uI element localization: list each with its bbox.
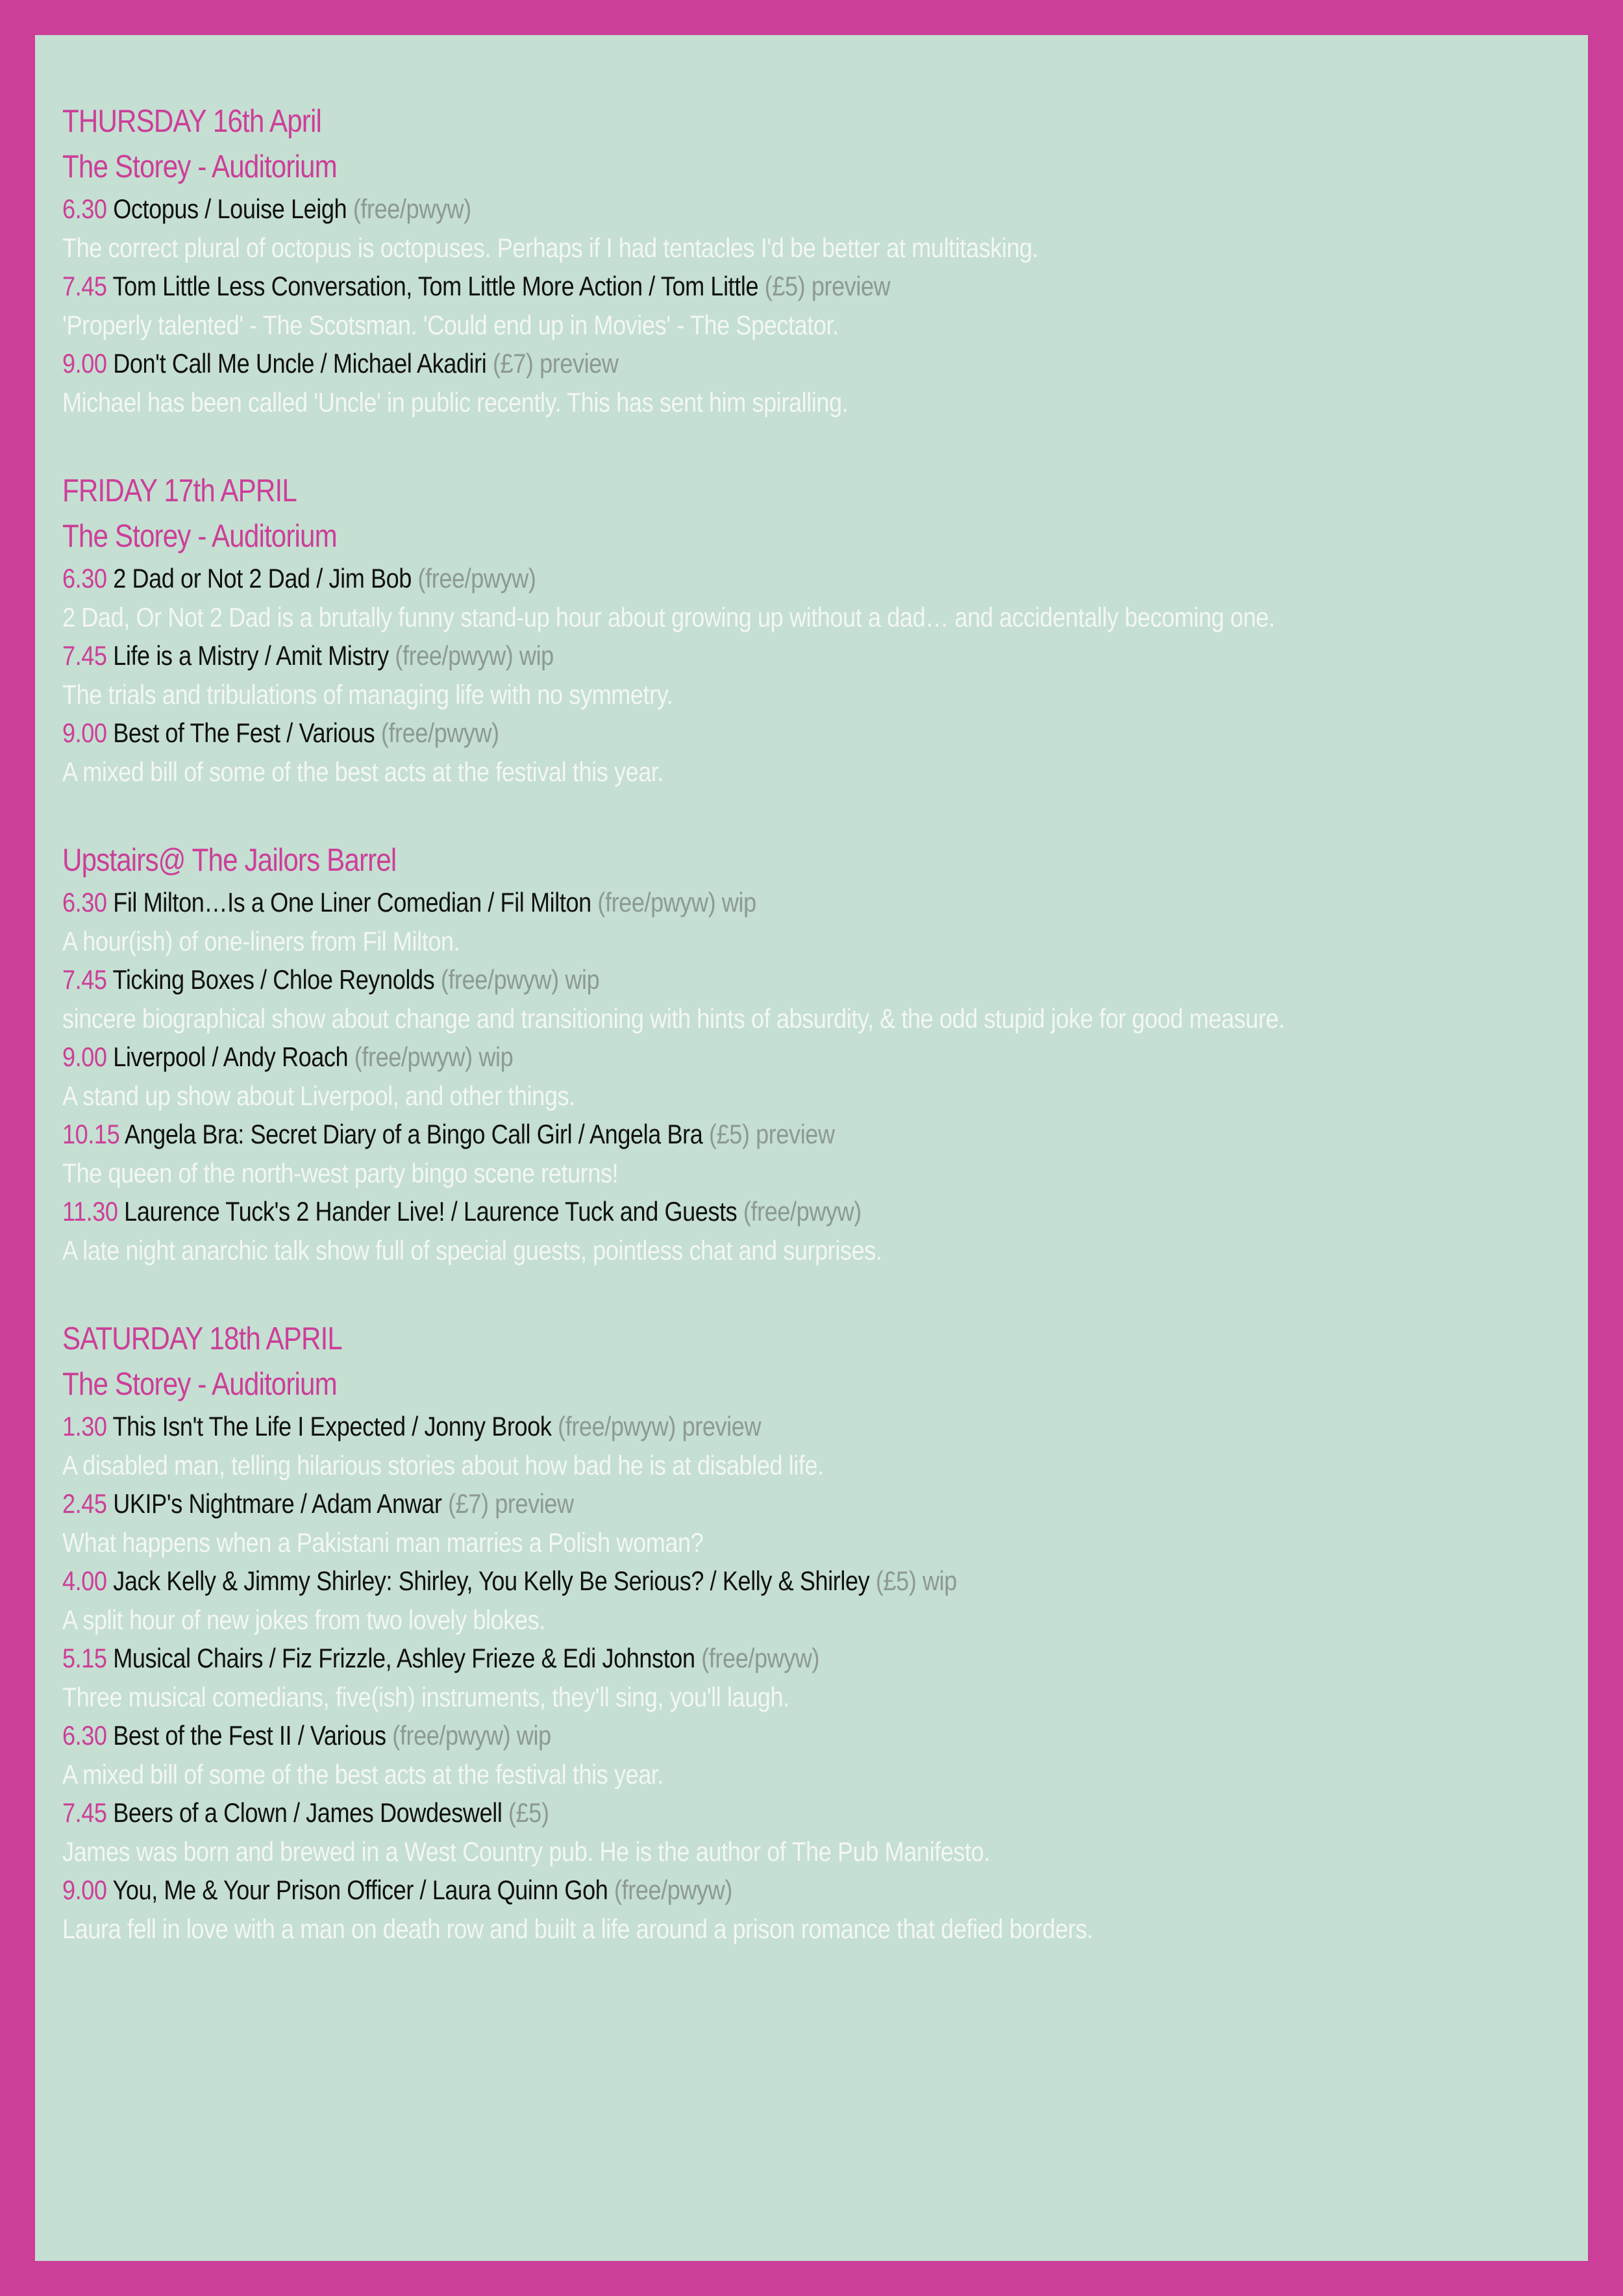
show-time: 7.45 [62, 964, 107, 995]
show-price: (free/pwyw) wip [440, 964, 600, 995]
show-entry [62, 1407, 1352, 1446]
show-time: 11.30 [62, 1196, 118, 1227]
show-entry [62, 344, 1352, 383]
show-title: You, Me & Your Prison Officer / Laura Quinn Goh [112, 1875, 608, 1905]
schedule-section-jailors-barrel [62, 838, 1562, 1269]
show-description: A split hour of new jokes from two lovely blokes. [62, 1604, 545, 1635]
show-price: (free/pwyw) [701, 1643, 820, 1673]
show-price: (free/pwyw) wip [392, 1720, 551, 1751]
show-entry [62, 1038, 1352, 1077]
show-entry [62, 1793, 1352, 1832]
show-description: A hour(ish) of one-liners from Fil Milton. [62, 925, 460, 956]
show-time: 9.00 [62, 348, 107, 379]
show-title: Jack Kelly & Jimmy Shirley: Shirley, You Kelly Be Serious? / Kelly & Shirley [113, 1566, 870, 1596]
show-time: 10.15 [62, 1119, 120, 1149]
show-title: Beers of a Clown / James Dowdeswell [113, 1797, 502, 1828]
show-entry [62, 1192, 1352, 1231]
show-time: 2.45 [62, 1488, 107, 1519]
show-time: 9.00 [62, 718, 107, 748]
listings-page [35, 35, 1588, 2261]
show-description: A late night anarchic talk show full of special guests, pointless chat and surprises. [62, 1234, 882, 1266]
show-price: (£7) preview [448, 1488, 574, 1519]
show-entry [62, 714, 1352, 753]
show-price: (£7) preview [492, 348, 619, 379]
show-entry [62, 267, 1352, 306]
venue-heading: The Storey - Auditorium [62, 519, 337, 554]
show-description: A disabled man, telling hilarious stories about how bad he is at disabled life. [62, 1449, 824, 1480]
schedule-section-saturday [62, 1316, 1562, 1948]
show-time: 6.30 [62, 887, 107, 917]
show-time: 9.00 [62, 1042, 107, 1072]
show-price: (£5) preview [764, 271, 891, 301]
show-description: A mixed bill of some of the best acts at the festival this year. [62, 1758, 664, 1790]
show-title: Angela Bra: Secret Diary of a Bingo Call Girl / Angela Bra [124, 1119, 703, 1149]
show-description: The trials and tribulations of managing life with no symmetry. [62, 679, 673, 710]
show-description: A mixed bill of some of the best acts at the festival this year. [62, 756, 664, 787]
show-entry [62, 1562, 1352, 1601]
day-heading: SATURDAY 18th APRIL [62, 1321, 343, 1356]
show-price: (free/pwyw) wip [395, 640, 554, 671]
show-description: sincere biographical show about change and transitioning with hints of absurdity, & the odd stupid joke for good measure. [62, 1003, 1285, 1034]
show-entry [62, 559, 1352, 598]
show-entry [62, 1639, 1352, 1678]
show-time: 9.00 [62, 1875, 107, 1905]
show-time: 5.15 [62, 1643, 107, 1673]
show-entry [62, 960, 1352, 999]
show-title: Best of the Fest II / Various [113, 1720, 386, 1751]
show-entry [62, 883, 1352, 922]
show-description: 2 Dad, Or Not 2 Dad is a brutally funny stand-up hour about growing up without a dad… and accidentally becoming one. [62, 601, 1275, 632]
show-time: 6.30 [62, 1720, 107, 1751]
show-entry [62, 1871, 1352, 1910]
show-price: (free/pwyw) wip [597, 887, 756, 917]
venue-heading: The Storey - Auditorium [62, 1367, 337, 1402]
show-entry [62, 636, 1352, 675]
show-price: (free/pwyw) [417, 563, 536, 593]
show-description: What happens when a Pakistani man marries a Polish woman? [62, 1527, 704, 1558]
show-title: Best of The Fest / Various [113, 718, 375, 748]
show-price: (free/pwyw) [353, 193, 471, 224]
show-title: Musical Chairs / Fiz Frizzle, Ashley Frieze & Edi Johnston [113, 1643, 695, 1673]
show-title: Life is a Mistry / Amit Mistry [113, 640, 389, 671]
show-description: 'Properly talented' - The Scotsman. 'Could end up in Movies' - The Spectator. [62, 309, 839, 340]
show-title: Don't Call Me Uncle / Michael Akadiri [113, 348, 487, 379]
show-time: 1.30 [62, 1411, 107, 1441]
show-price: (free/pwyw) [614, 1875, 732, 1905]
show-title: Liverpool / Andy Roach [113, 1042, 349, 1072]
show-description: A stand up show about Liverpool, and other things. [62, 1080, 575, 1111]
show-price: (free/pwyw) [743, 1196, 861, 1227]
show-time: 6.30 [62, 193, 107, 224]
show-description: Three musical comedians, five(ish) instruments, they'll sing, you'll laugh. [62, 1681, 789, 1712]
show-time: 4.00 [62, 1566, 107, 1596]
show-price: (free/pwyw) [380, 718, 499, 748]
show-description: Laura fell in love with a man on death row and built a life around a prison romance that defied borders. [62, 1913, 1093, 1944]
schedule-section-friday [62, 468, 1562, 791]
show-title: 2 Dad or Not 2 Dad / Jim Bob [113, 563, 412, 593]
venue-heading: Upstairs@ The Jailors Barrel [62, 843, 397, 878]
show-entry [62, 1484, 1352, 1523]
show-title: This Isn't The Life I Expected / Jonny Brook [112, 1411, 552, 1441]
show-description: The queen of the north-west party bingo scene returns! [62, 1157, 619, 1188]
show-description: The correct plural of octopus is octopuses. Perhaps if I had tentacles I'd be better at multitasking. [62, 232, 1039, 263]
show-entry [62, 1115, 1352, 1154]
show-description: Michael has been called 'Uncle' in public recently. This has sent him spiralling. [62, 386, 849, 418]
venue-heading: The Storey - Auditorium [62, 149, 337, 184]
show-title: Tom Little Less Conversation, Tom Little More Action / Tom Little [112, 271, 759, 301]
show-time: 7.45 [62, 1797, 107, 1828]
show-price: (free/pwyw) preview [558, 1411, 762, 1441]
show-time: 6.30 [62, 563, 107, 593]
show-title: UKIP's Nightmare / Adam Anwar [113, 1488, 442, 1519]
show-time: 7.45 [62, 640, 107, 671]
show-description: James was born and brewed in a West Country pub. He is the author of The Pub Manifesto. [62, 1836, 990, 1867]
show-entry [62, 1716, 1352, 1755]
show-title: Laurence Tuck's 2 Hander Live! / Laurence Tuck and Guests [124, 1196, 737, 1227]
show-title: Fil Milton…Is a One Liner Comedian / Fil Milton [113, 887, 591, 917]
day-heading: THURSDAY 16th April [62, 104, 321, 139]
schedule-section-thursday [62, 99, 1562, 421]
show-title: Octopus / Louise Leigh [113, 193, 347, 224]
show-price: (free/pwyw) wip [354, 1042, 514, 1072]
show-price: (£5) preview [709, 1119, 835, 1149]
show-title: Ticking Boxes / Chloe Reynolds [112, 964, 435, 995]
show-entry [62, 190, 1352, 229]
day-heading: FRIDAY 17th APRIL [62, 473, 297, 508]
show-price: (£5) [508, 1797, 549, 1828]
show-price: (£5) wip [875, 1566, 957, 1596]
show-time: 7.45 [62, 271, 107, 301]
